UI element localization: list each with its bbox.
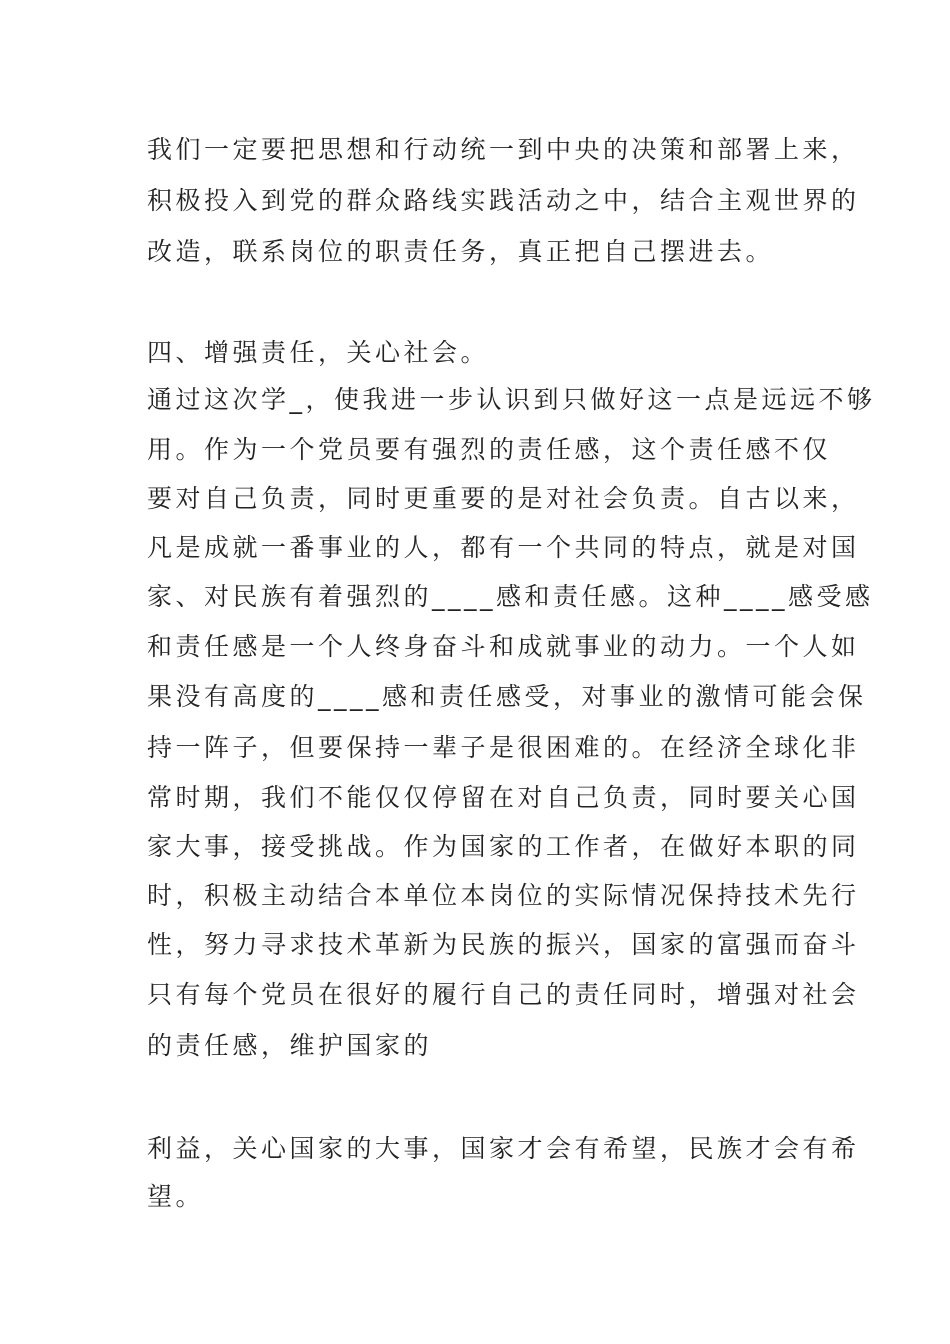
paragraph-2-line: 和责任感是一个人终身奋斗和成就事业的动力。一个人如 <box>147 632 860 661</box>
paragraph-2-line: 用。作为一个党员要有强烈的责任感，这个责任感不仅 <box>147 435 832 464</box>
paragraph-2-line: 家大事，接受挑战。作为国家的工作者，在做好本职的同 <box>147 832 860 861</box>
section-heading: 四、增强责任，关心社会。 <box>147 338 490 367</box>
paragraph-1-line: 改造，联系岗位的职责任务，真正把自己摆进去。 <box>147 237 775 266</box>
paragraph-2-line: 通过这次学_，使我进一步认识到只做好这一点是远远不够 <box>147 385 876 414</box>
paragraph-2-line: 果没有高度的____感和责任感受，对事业的激情可能会保 <box>147 682 867 711</box>
paragraph-2-line: 常时期，我们不能仅仅停留在对自己负责，同时要关心国 <box>147 783 860 812</box>
paragraph-2-line: 家、对民族有着强烈的____感和责任感。这种____感受感 <box>147 582 874 611</box>
paragraph-2-line: 性，努力寻求技术革新为民族的振兴，国家的富强而奋斗 <box>147 930 860 959</box>
paragraph-2-line: 要对自己负责，同时更重要的是对社会负责。自古以来， <box>147 484 860 513</box>
paragraph-3-line: 望。 <box>147 1182 205 1211</box>
paragraph-1-line: 我们一定要把思想和行动统一到中央的决策和部署上来， <box>147 135 860 164</box>
paragraph-1-line: 积极投入到党的群众路线实践活动之中，结合主观世界的 <box>147 186 860 215</box>
paragraph-3-line: 利益，关心国家的大事，国家才会有希望，民族才会有希 <box>147 1134 860 1163</box>
paragraph-2-line: 持一阵子，但要保持一辈子是很困难的。在经济全球化非 <box>147 733 860 762</box>
paragraph-2-line: 的责任感，维护国家的 <box>147 1031 433 1060</box>
paragraph-2-line: 时，积极主动结合本单位本岗位的实际情况保持技术先行 <box>147 881 860 910</box>
paragraph-2-line: 只有每个党员在很好的履行自己的责任同时，增强对社会 <box>147 980 860 1009</box>
paragraph-2-line: 凡是成就一番事业的人，都有一个共同的特点，就是对国 <box>147 533 860 562</box>
